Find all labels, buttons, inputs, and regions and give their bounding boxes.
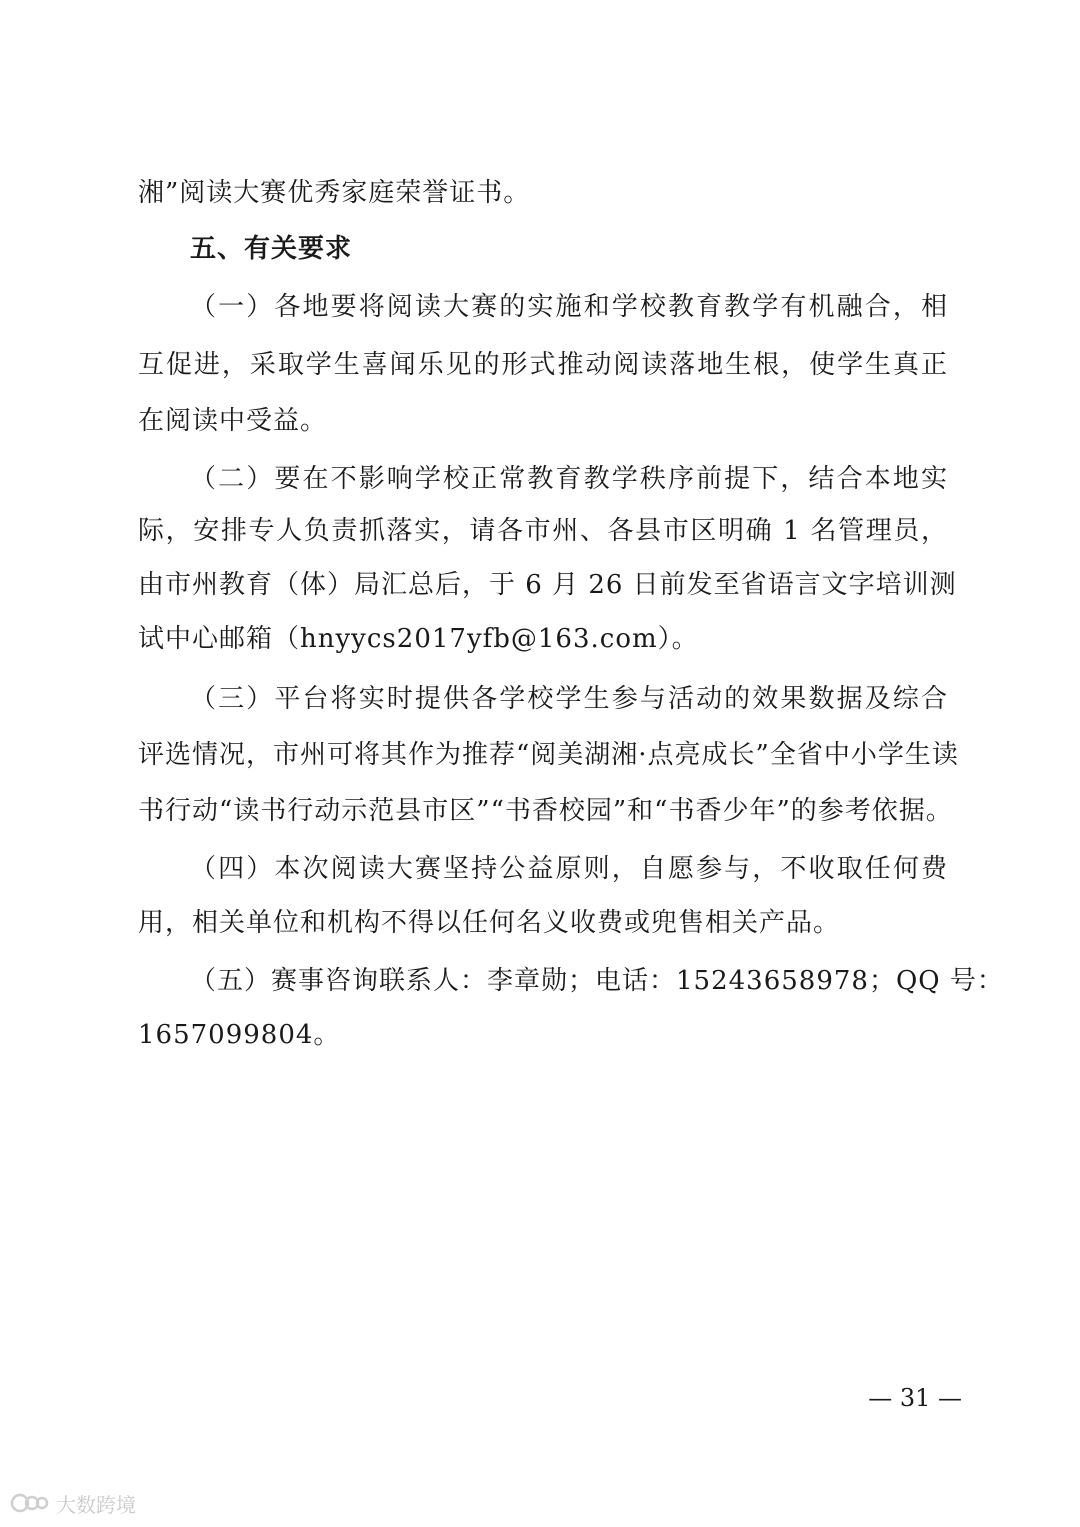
paragraph-line: 用，相关单位和机构不得以任何名义收费或兜售相关产品。 [138, 908, 841, 938]
page-number: — 31 — [868, 1384, 962, 1412]
paragraph-line: （一）各地要将阅读大赛的实施和学校教育教学有机融合，相 [190, 292, 948, 322]
paragraph-line: （二）要在不影响学校正常教育教学秩序前提下，结合本地实 [190, 464, 948, 494]
watermark [10, 1488, 136, 1518]
paragraph-line: 互促进，采取学生喜闻乐见的形式推动阅读落地生根，使学生真正 [138, 350, 948, 380]
paragraph-line: （三）平台将实时提供各学校学生参与活动的效果数据及综合 [190, 684, 948, 714]
paragraph-line: 湘”阅读大赛优秀家庭荣誉证书。 [138, 178, 531, 208]
paragraph-line: （五）赛事咨询联系人：李章勋；电话：15243658978；QQ 号： [190, 966, 1004, 996]
paragraph-line: 试中心邮箱（hnyycs2017yfb@163.com）。 [138, 624, 699, 654]
paragraph-line: 际，安排专人负责抓落实，请各市州、各县市区明确 1 名管理员， [138, 516, 948, 546]
watermark-text: 大数跨境 [56, 1492, 136, 1517]
paragraph-line: （四）本次阅读大赛坚持公益原则，自愿参与，不收取任何费 [190, 854, 948, 884]
logo-icon [10, 1489, 50, 1517]
section-heading: 五、有关要求 [190, 234, 353, 264]
paragraph-line: 评选情况，市州可将其作为推荐“阅美湖湘·点亮成长”全省中小学生读 [138, 740, 959, 770]
paragraph-line: 在阅读中受益。 [138, 406, 328, 436]
paragraph-line: 书行动“读书行动示范县市区”“书香校园”和“书香少年”的参考依据。 [138, 796, 953, 826]
paragraph-line: 1657099804。 [138, 1020, 341, 1050]
paragraph-line: 由市州教育（体）局汇总后，于 6 月 26 日前发至省语言文字培训测 [138, 570, 957, 600]
